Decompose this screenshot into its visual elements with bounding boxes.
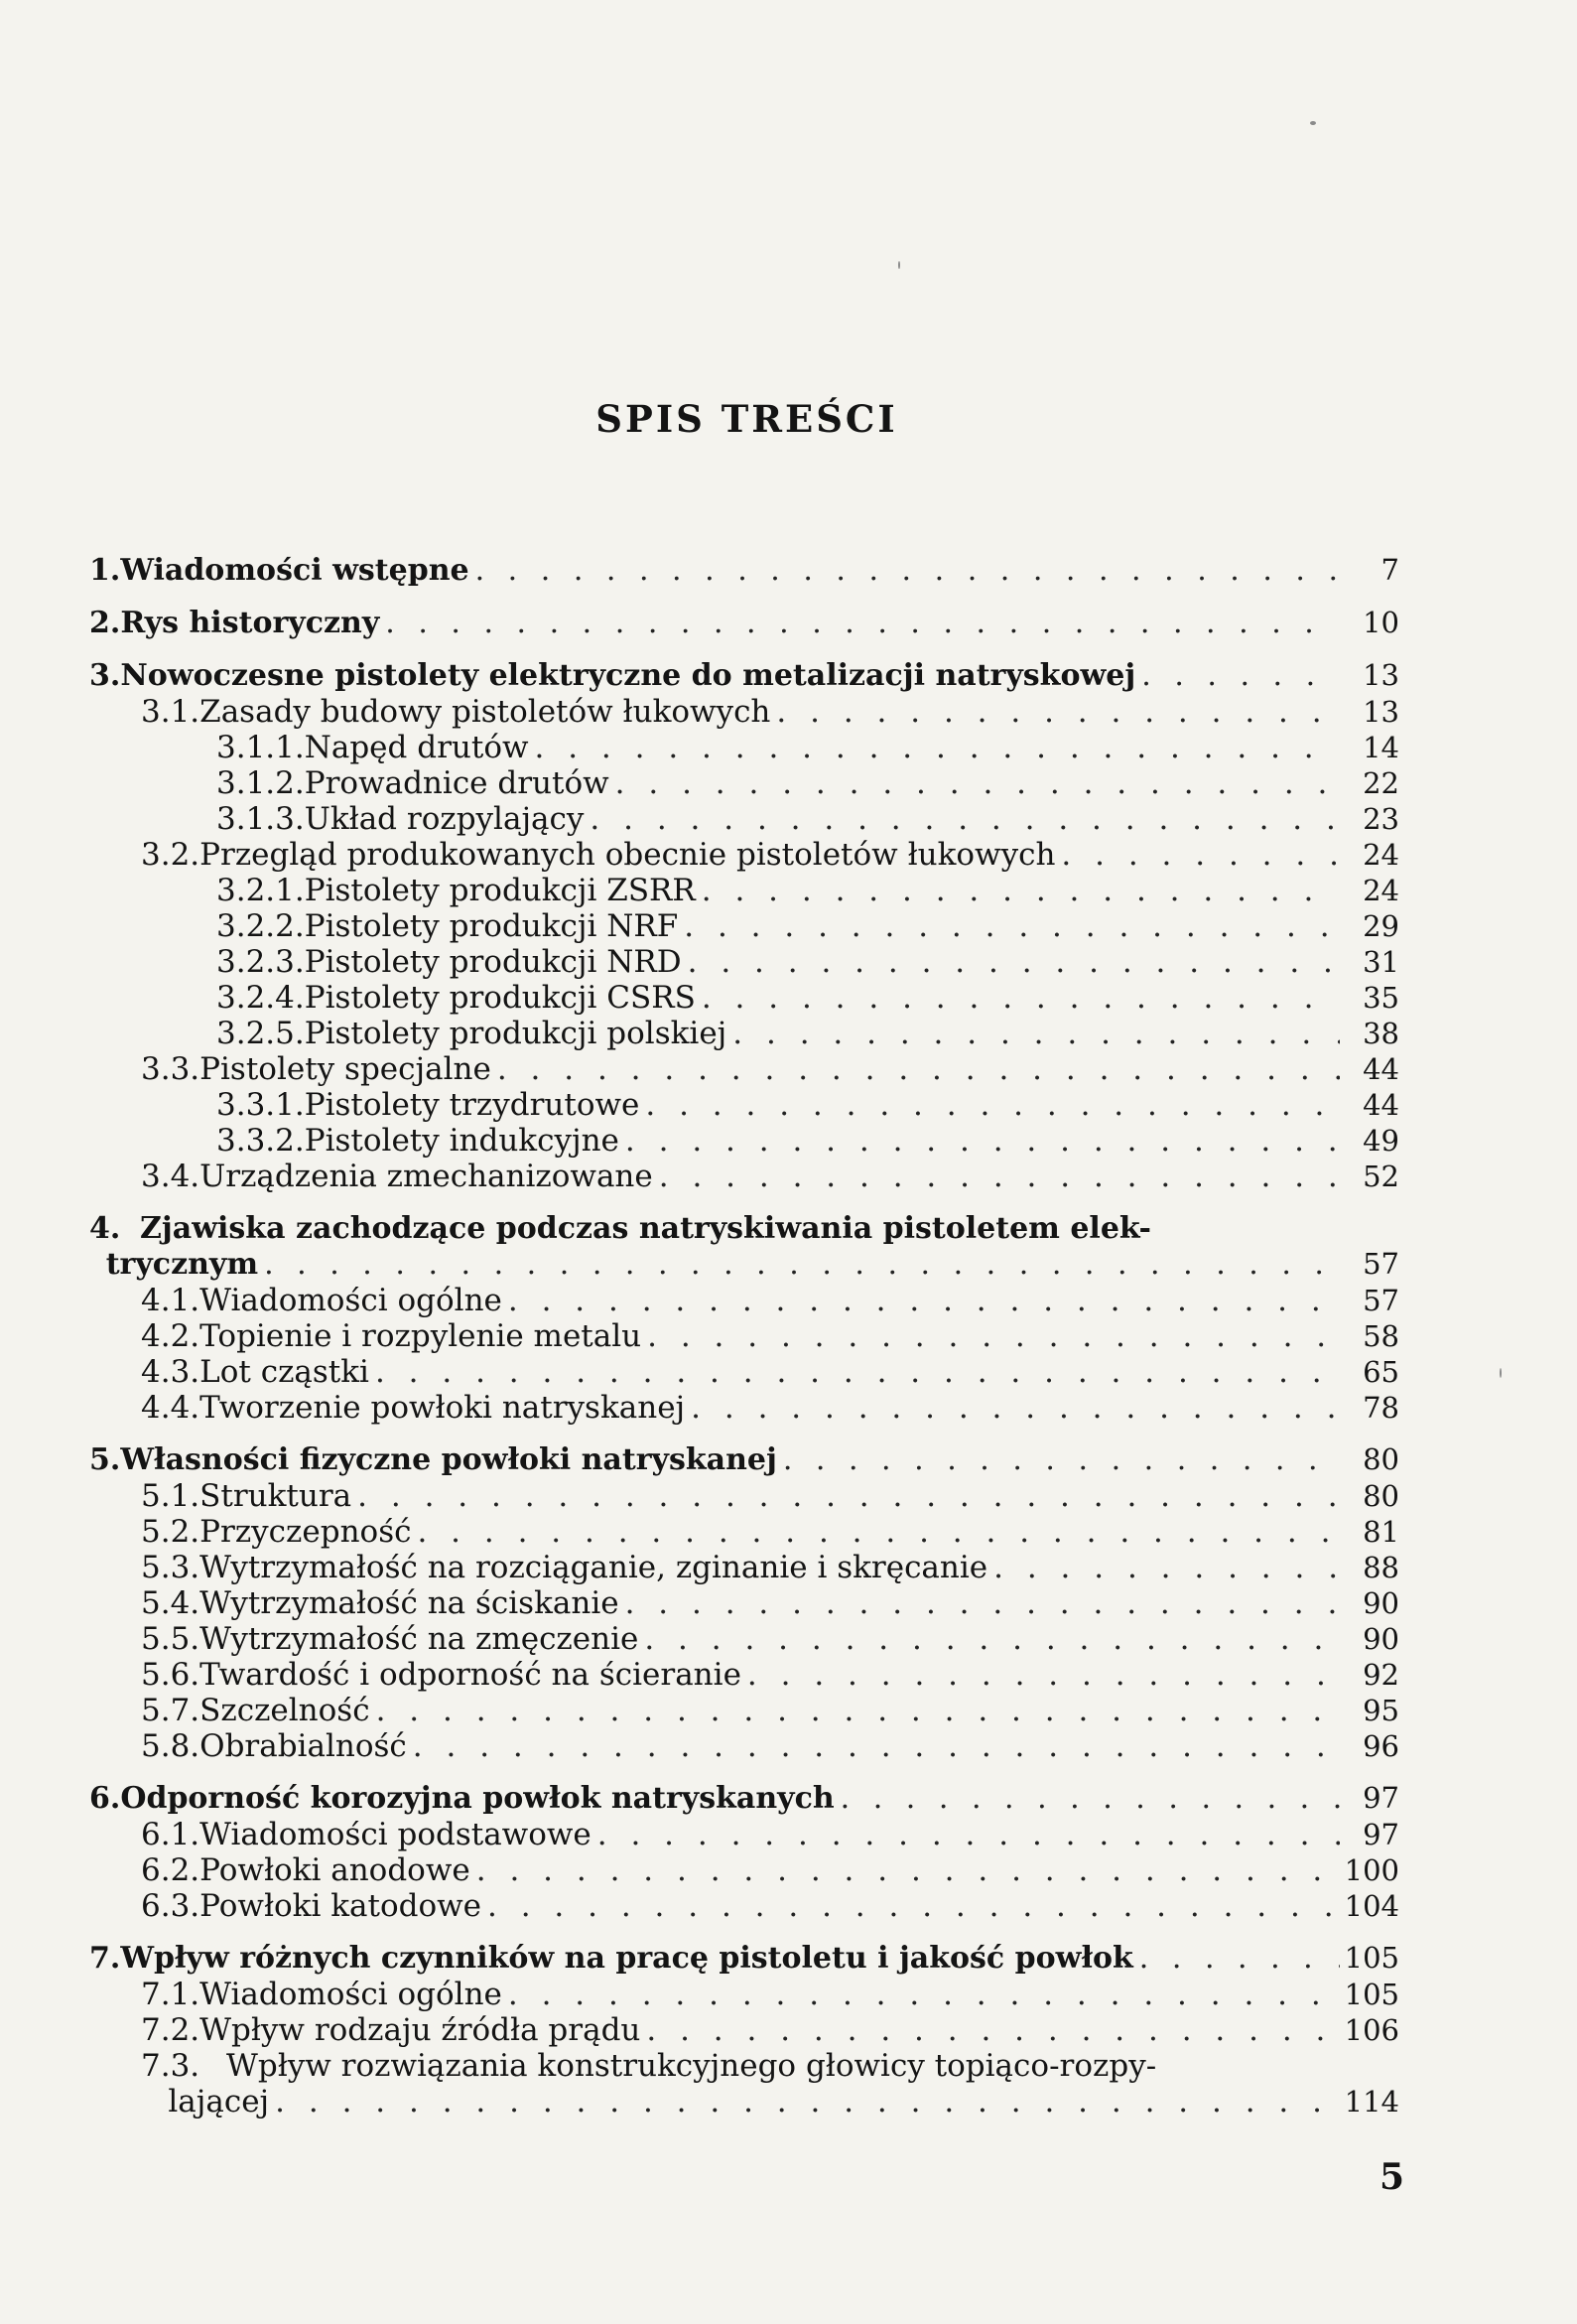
dot-leader	[609, 765, 1340, 801]
toc-entry-number: 4.3.	[141, 1354, 200, 1390]
toc-entry-title: Zasady budowy pistoletów łukowych	[199, 694, 771, 730]
toc-entry	[89, 1888, 1399, 1924]
toc-entry-title: Obrabialność	[199, 1728, 407, 1764]
toc-entry-number: 3.2.	[141, 837, 200, 873]
toc-entry-page: 29	[1363, 909, 1399, 943]
toc-entry-title: Pistolety produkcji ZSRR	[304, 873, 696, 908]
toc-entry-title: Topienie i rozpylenie metalu	[199, 1318, 642, 1354]
dot-leader	[641, 1318, 1340, 1354]
toc-entry-number: 6.	[89, 1781, 121, 1816]
toc-entry-title: Własności fizyczne powłoki natryskanej	[120, 1442, 777, 1477]
toc-entry	[89, 1585, 1399, 1621]
dot-leader	[777, 1442, 1340, 1477]
toc-entry	[89, 2012, 1399, 2048]
toc-entry	[89, 1977, 1399, 2012]
toc-entry	[89, 1657, 1399, 1693]
toc-entry	[89, 658, 1399, 694]
toc-entry-page: 97	[1363, 1818, 1399, 1851]
toc-entry-title: Struktura	[199, 1478, 352, 1514]
toc-entry-page: 88	[1363, 1551, 1399, 1584]
dot-leader	[1135, 658, 1340, 693]
toc-entry-number: 3.	[89, 658, 121, 693]
toc-entry	[89, 1941, 1399, 1977]
toc-entry-page: 57	[1363, 1284, 1399, 1317]
toc-entry-title: Wiadomości podstawowe	[199, 1817, 591, 1852]
toc-entry	[89, 1514, 1399, 1550]
dot-leader	[529, 730, 1340, 765]
page-title: SPIS TREŚCI	[595, 397, 898, 441]
dot-leader	[1133, 1941, 1340, 1976]
toc-entry-number: 3.1.	[141, 694, 200, 730]
dot-leader	[638, 1621, 1340, 1657]
toc-entry-page: 65	[1363, 1355, 1399, 1389]
page-number: 5	[1380, 2156, 1405, 2198]
toc-entry-number: 3.2.2.	[216, 908, 305, 944]
toc-entry	[89, 1728, 1399, 1764]
toc-entry-page: 57	[1363, 1247, 1399, 1281]
toc-entry-number: 2.	[89, 606, 121, 640]
toc-entry-page: 114	[1344, 2085, 1399, 2119]
dot-leader	[678, 908, 1340, 944]
dot-leader	[269, 2084, 1340, 2119]
toc-entry-title: Zjawiska zachodzące podczas natryskiwania pistoletem elek-	[140, 1211, 1151, 1246]
toc-entry-page: 97	[1363, 1781, 1399, 1815]
toc-entry-page: 90	[1363, 1622, 1399, 1656]
toc-entry-title: Wiadomości ogólne	[199, 1977, 502, 2012]
dot-leader	[351, 1478, 1340, 1514]
toc-entry-page: 92	[1363, 1658, 1399, 1692]
toc-entry	[89, 1852, 1399, 1888]
toc-entry	[89, 1442, 1399, 1478]
toc-entry	[89, 837, 1399, 873]
toc-entry-number: 5.4.	[141, 1585, 200, 1621]
toc-entry-title: Pistolety indukcyjne	[304, 1123, 619, 1159]
toc-entry-page: 13	[1363, 658, 1399, 692]
toc-entry-number: 6.3.	[141, 1888, 200, 1924]
toc-entry	[89, 1318, 1399, 1354]
toc-entry-number: 3.1.3.	[216, 801, 305, 837]
toc-entry-page: 44	[1363, 1052, 1399, 1086]
dot-leader	[987, 1550, 1340, 1585]
toc-entry	[89, 765, 1399, 801]
toc-entry-number: 3.3.2.	[216, 1123, 305, 1159]
toc-entry-title: Wpływ różnych czynników na pracę pistoletu i jakość powłok	[120, 1941, 1133, 1976]
toc-entry-title: Powłoki katodowe	[199, 1888, 481, 1924]
toc-entry	[89, 694, 1399, 730]
toc-entry-number: 7.3.	[141, 2048, 200, 2084]
toc-entry-title: Nowoczesne pistolety elektryczne do metalizacji natryskowej	[120, 658, 1136, 693]
scan-speck	[1310, 121, 1316, 125]
toc-entry-title: Powłoki anodowe	[199, 1852, 470, 1888]
dot-leader	[258, 1247, 1340, 1282]
toc-entry-number: 5.6.	[141, 1657, 200, 1693]
toc-entry-page: 7	[1380, 553, 1399, 587]
dot-leader	[584, 801, 1340, 837]
toc-entry-page: 24	[1363, 874, 1399, 907]
toc-entry-page: 105	[1344, 1978, 1399, 2011]
toc-entry	[89, 1390, 1399, 1426]
dot-leader	[835, 1781, 1340, 1816]
dot-leader	[653, 1159, 1340, 1194]
toc-entry-page: 24	[1363, 838, 1399, 872]
toc-entry-title: Wiadomości ogólne	[199, 1283, 502, 1318]
toc-entry-title: Wytrzymałość na ściskanie	[199, 1585, 619, 1621]
toc-entry-page: 14	[1363, 731, 1399, 764]
toc-entry	[89, 980, 1399, 1016]
toc-entry-title: Pistolety produkcji NRD	[304, 944, 682, 980]
dot-leader	[370, 1693, 1340, 1728]
toc-entry-number: 7.	[89, 1941, 121, 1976]
toc-entry-page: 22	[1363, 766, 1399, 800]
toc-entry	[89, 1693, 1399, 1728]
toc-entry-number: 5.7.	[141, 1693, 200, 1728]
toc-entry-number: 4.	[89, 1211, 121, 1246]
toc-entry-page: 38	[1363, 1017, 1399, 1050]
toc-entry	[89, 606, 1399, 641]
toc-entry-number: 4.4.	[141, 1390, 200, 1426]
toc-entry-title: trycznym	[105, 1247, 259, 1282]
toc-entry	[89, 1087, 1399, 1123]
toc-entry-number: 5.1.	[141, 1478, 200, 1514]
toc-entry-page: 95	[1363, 1694, 1399, 1727]
toc-entry-number: 4.2.	[141, 1318, 200, 1354]
toc-entry-number: 3.1.2.	[216, 765, 305, 801]
table-of-contents	[89, 553, 1399, 2119]
toc-entry-title: Twardość i odporność na ścieranie	[199, 1657, 741, 1693]
toc-entry-page: 10	[1363, 606, 1399, 639]
toc-entry-page: 35	[1363, 981, 1399, 1015]
toc-entry-title: Urządzenia zmechanizowane	[199, 1159, 653, 1194]
toc-entry-page: 106	[1344, 2013, 1399, 2047]
toc-entry	[89, 801, 1399, 837]
dot-leader	[369, 1354, 1340, 1390]
toc-entry-number: 7.2.	[141, 2012, 200, 2048]
toc-entry-title: Przegląd produkowanych obecnie pistoletów łukowych	[199, 837, 1056, 873]
dot-leader	[639, 1087, 1340, 1123]
toc-entry-page: 23	[1363, 802, 1399, 836]
dot-leader	[491, 1051, 1340, 1087]
dot-leader	[770, 694, 1340, 730]
toc-entry-page: 81	[1363, 1515, 1399, 1549]
dot-leader	[470, 1852, 1340, 1888]
toc-entry-number: 6.2.	[141, 1852, 200, 1888]
dot-leader	[407, 1728, 1340, 1764]
toc-entry	[89, 1123, 1399, 1159]
toc-entry-title: Pistolety produkcji NRF	[304, 908, 679, 944]
toc-entry	[89, 730, 1399, 765]
toc-entry-page: 80	[1363, 1479, 1399, 1513]
toc-entry-number: 3.4.	[141, 1159, 200, 1194]
toc-entry-number: 7.1.	[141, 1977, 200, 2012]
toc-entry	[89, 1354, 1399, 1390]
toc-entry	[89, 1051, 1399, 1087]
dot-leader	[481, 1888, 1340, 1924]
toc-entry-title: Rys historyczny	[120, 606, 380, 640]
toc-entry	[89, 873, 1399, 908]
toc-entry-number: 4.1.	[141, 1283, 200, 1318]
toc-entry-title: Prowadnice drutów	[304, 765, 609, 801]
toc-entry	[89, 1283, 1399, 1318]
toc-entry-title: Pistolety produkcji polskiej	[304, 1016, 727, 1051]
toc-entry-page: 90	[1363, 1586, 1399, 1620]
dot-leader	[411, 1514, 1340, 1550]
toc-entry	[89, 1159, 1399, 1194]
dot-leader	[685, 1390, 1340, 1426]
toc-entry-title: Wytrzymałość na zmęczenie	[199, 1621, 639, 1657]
toc-entry-title: Pistolety produkcji CSRS	[304, 980, 696, 1016]
toc-entry-number: 6.1.	[141, 1817, 200, 1852]
toc-entry	[89, 1016, 1399, 1051]
toc-entry-page: 96	[1363, 1729, 1399, 1763]
toc-entry-title: Napęd drutów	[304, 730, 529, 765]
toc-entry-title: Wpływ rozwiązania konstrukcyjnego głowicy topiąco-rozpy-	[226, 2048, 1157, 2084]
toc-entry	[89, 944, 1399, 980]
toc-entry	[89, 908, 1399, 944]
toc-entry	[89, 1621, 1399, 1657]
toc-entry-page: 52	[1363, 1160, 1399, 1193]
toc-entry-title: Pistolety specjalne	[199, 1051, 491, 1087]
toc-entry	[89, 1211, 1399, 1247]
toc-entry-number: 3.3.	[141, 1051, 200, 1087]
toc-entry-number: 3.2.4.	[216, 980, 305, 1016]
toc-entry-page: 49	[1363, 1124, 1399, 1158]
toc-entry	[89, 1550, 1399, 1585]
toc-entry-title: Lot cząstki	[199, 1354, 369, 1390]
toc-entry	[89, 2048, 1399, 2084]
toc-entry-page: 80	[1363, 1442, 1399, 1476]
toc-entry	[89, 1781, 1399, 1817]
dot-leader	[619, 1123, 1340, 1159]
toc-entry-page: 31	[1363, 945, 1399, 979]
dot-leader	[591, 1817, 1340, 1852]
dot-leader	[741, 1657, 1340, 1693]
toc-entry-number: 3.2.3.	[216, 944, 305, 980]
toc-entry-title: Tworzenie powłoki natryskanej	[199, 1390, 686, 1426]
toc-entry-number: 5.2.	[141, 1514, 200, 1550]
toc-entry-number: 5.8.	[141, 1728, 200, 1764]
toc-entry-title: Odporność korozyjna powłok natryskanych	[120, 1781, 835, 1816]
toc-entry-number: 5.	[89, 1442, 121, 1477]
dot-leader	[682, 944, 1340, 980]
toc-entry-page: 13	[1363, 695, 1399, 729]
toc-entry-continuation	[89, 2084, 1399, 2119]
toc-entry-number: 3.1.1.	[216, 730, 305, 765]
dot-leader	[726, 1016, 1340, 1051]
dot-leader	[502, 1977, 1340, 2012]
dot-leader	[696, 980, 1340, 1016]
toc-entry-page: 78	[1363, 1391, 1399, 1425]
toc-entry-number: 3.2.1.	[216, 873, 305, 908]
dot-leader	[502, 1283, 1340, 1318]
toc-entry-page: 44	[1363, 1088, 1399, 1122]
toc-entry-number: 3.2.5.	[216, 1016, 305, 1051]
scan-speck	[898, 261, 900, 269]
toc-entry-title: Przyczepność	[199, 1514, 412, 1550]
toc-entry	[89, 553, 1399, 589]
toc-entry-page: 100	[1344, 1853, 1399, 1887]
toc-entry-page: 105	[1344, 1941, 1399, 1975]
toc-entry-number: 3.3.1.	[216, 1087, 305, 1123]
toc-entry-title: Układ rozpylający	[304, 801, 585, 837]
toc-entry-page: 104	[1344, 1889, 1399, 1923]
dot-leader	[619, 1585, 1340, 1621]
dot-leader	[379, 606, 1340, 640]
toc-entry-continuation	[89, 1247, 1399, 1283]
toc-entry-number: 5.3.	[141, 1550, 200, 1585]
toc-entry	[89, 1478, 1399, 1514]
toc-entry-number: 1.	[89, 553, 121, 588]
dot-leader	[1055, 837, 1340, 873]
dot-leader	[696, 873, 1340, 908]
toc-entry-title: Wytrzymałość na rozciąganie, zginanie i skręcanie	[199, 1550, 988, 1585]
toc-entry-title: Wiadomości wstępne	[120, 553, 469, 588]
toc-entry-title: Wpływ rodzaju źródła prądu	[199, 2012, 641, 2048]
dot-leader	[469, 553, 1340, 588]
toc-entry-title: Szczelność	[199, 1693, 370, 1728]
toc-entry-title: lającej	[168, 2084, 270, 2119]
toc-entry-page: 58	[1363, 1319, 1399, 1353]
toc-entry-title: Pistolety trzydrutowe	[304, 1087, 640, 1123]
dot-leader	[640, 2012, 1340, 2048]
toc-entry	[89, 1817, 1399, 1852]
scan-speck	[1500, 1368, 1502, 1378]
toc-entry-number: 5.5.	[141, 1621, 200, 1657]
